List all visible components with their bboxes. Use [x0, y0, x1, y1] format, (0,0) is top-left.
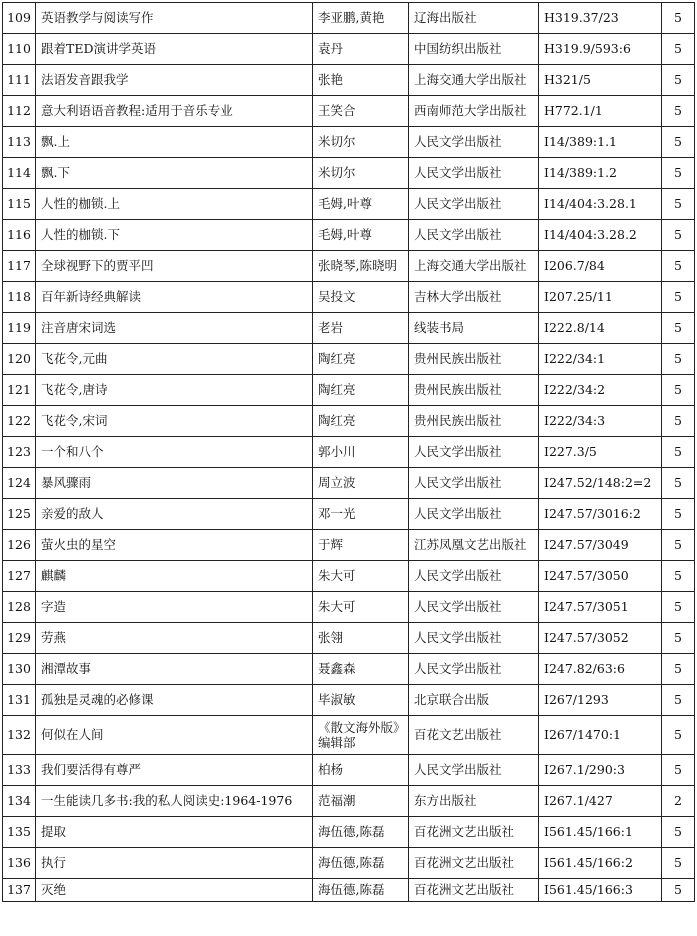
book-title: 飘.下 [36, 158, 313, 189]
copy-count: 5 [662, 685, 695, 716]
table-row [3, 65, 695, 96]
book-publisher: 上海交通大学出版社 [409, 251, 539, 282]
book-author: 毛姆,叶尊 [313, 189, 409, 220]
row-number: 126 [3, 530, 36, 561]
book-publisher: 人民文学出版社 [409, 623, 539, 654]
row-number: 135 [3, 817, 36, 848]
call-number: I14/389:1.2 [539, 158, 662, 189]
book-title: 注音唐宋词选 [36, 313, 313, 344]
book-title: 执行 [36, 848, 313, 879]
book-publisher: 人民文学出版社 [409, 654, 539, 685]
book-publisher: 江苏凤凰文艺出版社 [409, 530, 539, 561]
book-author: 朱大可 [313, 561, 409, 592]
copy-count: 5 [662, 375, 695, 406]
book-author: 张艳 [313, 65, 409, 96]
book-title: 全球视野下的贾平凹 [36, 251, 313, 282]
book-author: 吴投文 [313, 282, 409, 313]
book-title: 一生能读几多书:我的私人阅读史:1964-1976 [36, 786, 313, 817]
call-number: I207.25/11 [539, 282, 662, 313]
book-publisher: 贵州民族出版社 [409, 344, 539, 375]
book-author: 于辉 [313, 530, 409, 561]
copy-count: 5 [662, 282, 695, 313]
row-number: 122 [3, 406, 36, 437]
row-number: 125 [3, 499, 36, 530]
call-number: I561.45/166:3 [539, 879, 662, 902]
table-row [3, 127, 695, 158]
book-title: 亲爱的敌人 [36, 499, 313, 530]
table-row [3, 375, 695, 406]
book-title: 湘潭故事 [36, 654, 313, 685]
table-row [3, 879, 695, 902]
table-row [3, 817, 695, 848]
table-row [3, 189, 695, 220]
book-publisher: 吉林大学出版社 [409, 282, 539, 313]
copy-count: 5 [662, 716, 695, 755]
call-number: H321/5 [539, 65, 662, 96]
book-title: 我们要活得有尊严 [36, 755, 313, 786]
table-row [3, 468, 695, 499]
book-author: 郭小川 [313, 437, 409, 468]
row-number: 119 [3, 313, 36, 344]
book-title: 英语教学与阅读写作 [36, 3, 313, 34]
call-number: I267.1/290:3 [539, 755, 662, 786]
call-number: I247.52/148:2=2 [539, 468, 662, 499]
call-number: I247.57/3051 [539, 592, 662, 623]
book-title: 百年新诗经典解读 [36, 282, 313, 313]
row-number: 129 [3, 623, 36, 654]
book-author: 周立波 [313, 468, 409, 499]
call-number: I14/404:3.28.1 [539, 189, 662, 220]
book-publisher: 百花洲文艺出版社 [409, 817, 539, 848]
table-row [3, 654, 695, 685]
book-publisher: 人民文学出版社 [409, 755, 539, 786]
book-title: 一个和八个 [36, 437, 313, 468]
row-number: 111 [3, 65, 36, 96]
call-number: I267/1470:1 [539, 716, 662, 755]
table-row [3, 592, 695, 623]
call-number: I14/389:1.1 [539, 127, 662, 158]
book-publisher: 人民文学出版社 [409, 499, 539, 530]
copy-count: 5 [662, 879, 695, 902]
copy-count: 5 [662, 127, 695, 158]
table-row [3, 406, 695, 437]
table-row [3, 220, 695, 251]
book-publisher: 人民文学出版社 [409, 158, 539, 189]
book-author: 李亚鹏,黄艳 [313, 3, 409, 34]
call-number: I247.82/63:6 [539, 654, 662, 685]
book-author: 邓一光 [313, 499, 409, 530]
book-publisher: 百花洲文艺出版社 [409, 848, 539, 879]
table-row [3, 3, 695, 34]
row-number: 127 [3, 561, 36, 592]
row-number: 112 [3, 96, 36, 127]
call-number: I222/34:2 [539, 375, 662, 406]
book-publisher: 上海交通大学出版社 [409, 65, 539, 96]
book-publisher: 辽海出版社 [409, 3, 539, 34]
copy-count: 5 [662, 623, 695, 654]
table-row [3, 313, 695, 344]
row-number: 136 [3, 848, 36, 879]
row-number: 110 [3, 34, 36, 65]
book-publisher: 人民文学出版社 [409, 561, 539, 592]
book-title: 何似在人间 [36, 716, 313, 755]
book-author: 朱大可 [313, 592, 409, 623]
book-publisher: 百花洲文艺出版社 [409, 879, 539, 902]
table-row [3, 530, 695, 561]
book-title: 意大利语语音教程:适用于音乐专业 [36, 96, 313, 127]
row-number: 120 [3, 344, 36, 375]
book-author: 聂鑫森 [313, 654, 409, 685]
copy-count: 5 [662, 406, 695, 437]
copy-count: 5 [662, 96, 695, 127]
book-author: 毛姆,叶尊 [313, 220, 409, 251]
book-title: 劳燕 [36, 623, 313, 654]
copy-count: 5 [662, 313, 695, 344]
copy-count: 5 [662, 3, 695, 34]
book-title: 人性的枷锁.上 [36, 189, 313, 220]
table-row [3, 755, 695, 786]
book-author: 海伍德,陈磊 [313, 848, 409, 879]
book-publisher: 线装书局 [409, 313, 539, 344]
row-number: 128 [3, 592, 36, 623]
book-publisher: 北京联合出版 [409, 685, 539, 716]
book-title: 飞花令,唐诗 [36, 375, 313, 406]
copy-count: 5 [662, 468, 695, 499]
row-number: 115 [3, 189, 36, 220]
copy-count: 5 [662, 561, 695, 592]
copy-count: 5 [662, 530, 695, 561]
book-author: 《散文海外版》编辑部 [313, 716, 409, 755]
call-number: I561.45/166:1 [539, 817, 662, 848]
book-publisher: 人民文学出版社 [409, 189, 539, 220]
copy-count: 5 [662, 251, 695, 282]
copy-count: 5 [662, 654, 695, 685]
copy-count: 5 [662, 755, 695, 786]
book-title: 孤独是灵魂的必修课 [36, 685, 313, 716]
table-row [3, 96, 695, 127]
table-row [3, 561, 695, 592]
book-publisher: 东方出版社 [409, 786, 539, 817]
book-publisher: 人民文学出版社 [409, 437, 539, 468]
row-number: 134 [3, 786, 36, 817]
row-number: 131 [3, 685, 36, 716]
row-number: 132 [3, 716, 36, 755]
call-number: I247.57/3016:2 [539, 499, 662, 530]
copy-count: 5 [662, 817, 695, 848]
call-number: I267/1293 [539, 685, 662, 716]
book-publisher: 人民文学出版社 [409, 127, 539, 158]
book-title: 人性的枷锁.下 [36, 220, 313, 251]
table-row [3, 437, 695, 468]
book-publisher: 人民文学出版社 [409, 220, 539, 251]
call-number: I14/404:3.28.2 [539, 220, 662, 251]
book-publisher: 中国纺织出版社 [409, 34, 539, 65]
table-row [3, 158, 695, 189]
book-title: 麒麟 [36, 561, 313, 592]
book-author: 米切尔 [313, 158, 409, 189]
row-number: 123 [3, 437, 36, 468]
book-author: 范福潮 [313, 786, 409, 817]
row-number: 130 [3, 654, 36, 685]
copy-count: 5 [662, 499, 695, 530]
row-number: 113 [3, 127, 36, 158]
book-title: 飞花令,宋词 [36, 406, 313, 437]
copy-count: 5 [662, 344, 695, 375]
call-number: H319.9/593:6 [539, 34, 662, 65]
copy-count: 5 [662, 220, 695, 251]
book-author: 毕淑敏 [313, 685, 409, 716]
book-author: 陶红亮 [313, 406, 409, 437]
book-title: 灭绝 [36, 879, 313, 902]
call-number: I222/34:1 [539, 344, 662, 375]
book-list-table [2, 2, 695, 902]
book-author: 陶红亮 [313, 375, 409, 406]
book-publisher: 西南师范大学出版社 [409, 96, 539, 127]
table-row [3, 716, 695, 755]
call-number: I227.3/5 [539, 437, 662, 468]
book-author: 老岩 [313, 313, 409, 344]
book-title: 飘.上 [36, 127, 313, 158]
row-number: 118 [3, 282, 36, 313]
copy-count: 5 [662, 189, 695, 220]
book-author: 袁丹 [313, 34, 409, 65]
copy-count: 5 [662, 437, 695, 468]
call-number: I561.45/166:2 [539, 848, 662, 879]
book-title: 暴风骤雨 [36, 468, 313, 499]
book-publisher: 人民文学出版社 [409, 468, 539, 499]
copy-count: 5 [662, 34, 695, 65]
book-author: 海伍德,陈磊 [313, 879, 409, 902]
book-title: 飞花令,元曲 [36, 344, 313, 375]
book-title: 萤火虫的星空 [36, 530, 313, 561]
book-title: 字造 [36, 592, 313, 623]
call-number: H772.1/1 [539, 96, 662, 127]
book-author: 米切尔 [313, 127, 409, 158]
copy-count: 5 [662, 592, 695, 623]
book-author: 张翎 [313, 623, 409, 654]
call-number: I222.8/14 [539, 313, 662, 344]
copy-count: 5 [662, 848, 695, 879]
row-number: 133 [3, 755, 36, 786]
book-author: 王笑合 [313, 96, 409, 127]
table-row [3, 499, 695, 530]
row-number: 109 [3, 3, 36, 34]
book-publisher: 人民文学出版社 [409, 592, 539, 623]
row-number: 117 [3, 251, 36, 282]
call-number: I247.57/3052 [539, 623, 662, 654]
copy-count: 2 [662, 786, 695, 817]
row-number: 124 [3, 468, 36, 499]
table-row [3, 786, 695, 817]
book-list-body [3, 3, 695, 902]
book-publisher: 贵州民族出版社 [409, 375, 539, 406]
call-number: I206.7/84 [539, 251, 662, 282]
table-row [3, 34, 695, 65]
book-title: 法语发音跟我学 [36, 65, 313, 96]
row-number: 121 [3, 375, 36, 406]
copy-count: 5 [662, 158, 695, 189]
book-author: 柏杨 [313, 755, 409, 786]
book-author: 陶红亮 [313, 344, 409, 375]
table-row [3, 685, 695, 716]
call-number: I267.1/427 [539, 786, 662, 817]
book-author: 张晓琴,陈晓明 [313, 251, 409, 282]
row-number: 114 [3, 158, 36, 189]
copy-count: 5 [662, 65, 695, 96]
call-number: H319.37/23 [539, 3, 662, 34]
table-row [3, 344, 695, 375]
call-number: I247.57/3050 [539, 561, 662, 592]
call-number: I222/34:3 [539, 406, 662, 437]
table-row [3, 623, 695, 654]
row-number: 116 [3, 220, 36, 251]
book-publisher: 贵州民族出版社 [409, 406, 539, 437]
book-title: 提取 [36, 817, 313, 848]
book-author: 海伍德,陈磊 [313, 817, 409, 848]
book-publisher: 百花文艺出版社 [409, 716, 539, 755]
table-row [3, 251, 695, 282]
table-row [3, 848, 695, 879]
row-number: 137 [3, 879, 36, 902]
book-title: 跟着TED演讲学英语 [36, 34, 313, 65]
table-row [3, 282, 695, 313]
call-number: I247.57/3049 [539, 530, 662, 561]
